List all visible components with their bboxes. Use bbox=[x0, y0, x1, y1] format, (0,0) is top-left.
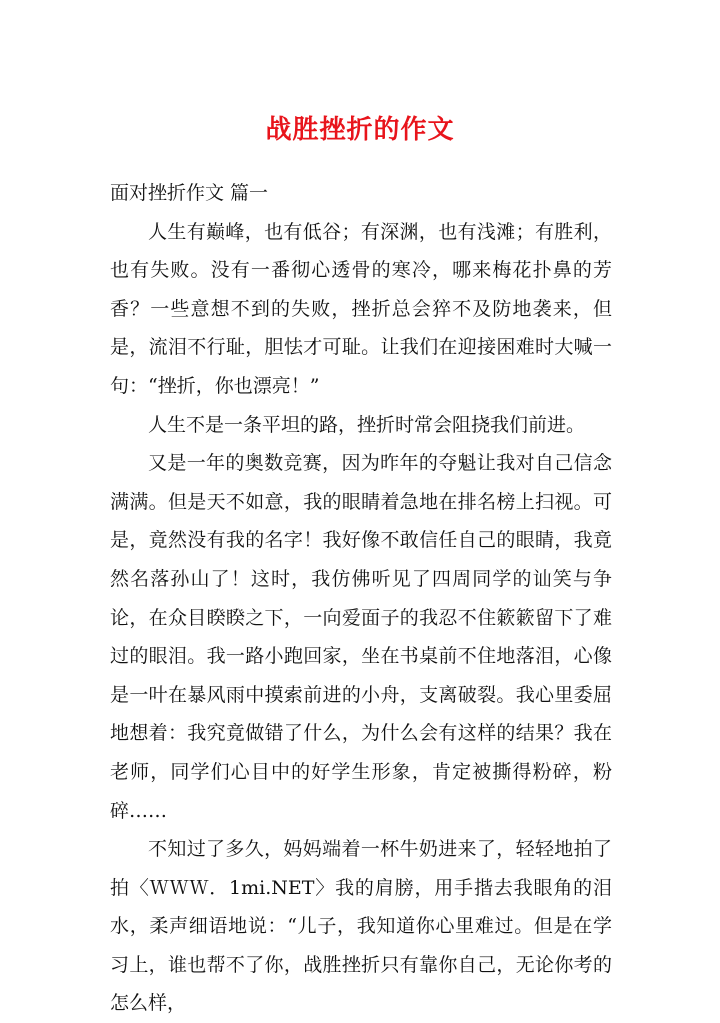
document-body bbox=[110, 174, 612, 1023]
paragraph-1: 人生有巅峰，也有低谷；有深渊，也有浅滩；有胜利，也有失败。没有一番彻心透骨的寒冷，哪来梅花扑鼻的芳香？一些意想不到的失败，挫折总会猝不及防地袭来，但是，流泪不行耻，胆怯才可耻。让我们在迎接困难时大喊一句：“挫折，你也漂亮！” bbox=[110, 220, 612, 397]
paragraph-2: 人生不是一条平坦的路，挫折时常会阻挠我们前进。 bbox=[148, 413, 586, 436]
section-subheading: 面对挫折作文 篇一 bbox=[110, 182, 269, 204]
document-title: 战胜挫折的作文 bbox=[265, 115, 455, 145]
paragraph-4: 不知过了多久，妈妈端着一杯牛奶进来了，轻轻地拍了拍〈ＷＷＷ．1mi.NET〉我的肩膀，用手揩去我眼角的泪水，柔声细语地说：“儿子，我知道你心里难过。但是在学习上，谁也帮不了你，战胜挫折只有靠你自己，无论你考的怎么样， bbox=[110, 838, 612, 1015]
paragraph-3: 又是一年的奥数竞赛，因为昨年的夺魁让我对自己信念满满。但是天不如意，我的眼睛着急地在排名榜上扫视。可是，竟然没有我的名字！我好像不敢信任自己的眼睛，我竟然名落孙山了！这时，我仿佛听见了四周同学的讪笑与争论，在众目睽睽之下，一向爱面子的我忍不住簌簌留下了难过的眼泪。我一路小跑回家，坐在书桌前不住地落泪，心像是一叶在暴风雨中摸索前进的小舟，支离破裂。我心里委屈地想着：我究竟做错了什么，为什么会有这样的结果？我在老师，同学们心目中的好学生形象，肯定被撕得粉碎，粉碎…… bbox=[110, 452, 612, 822]
